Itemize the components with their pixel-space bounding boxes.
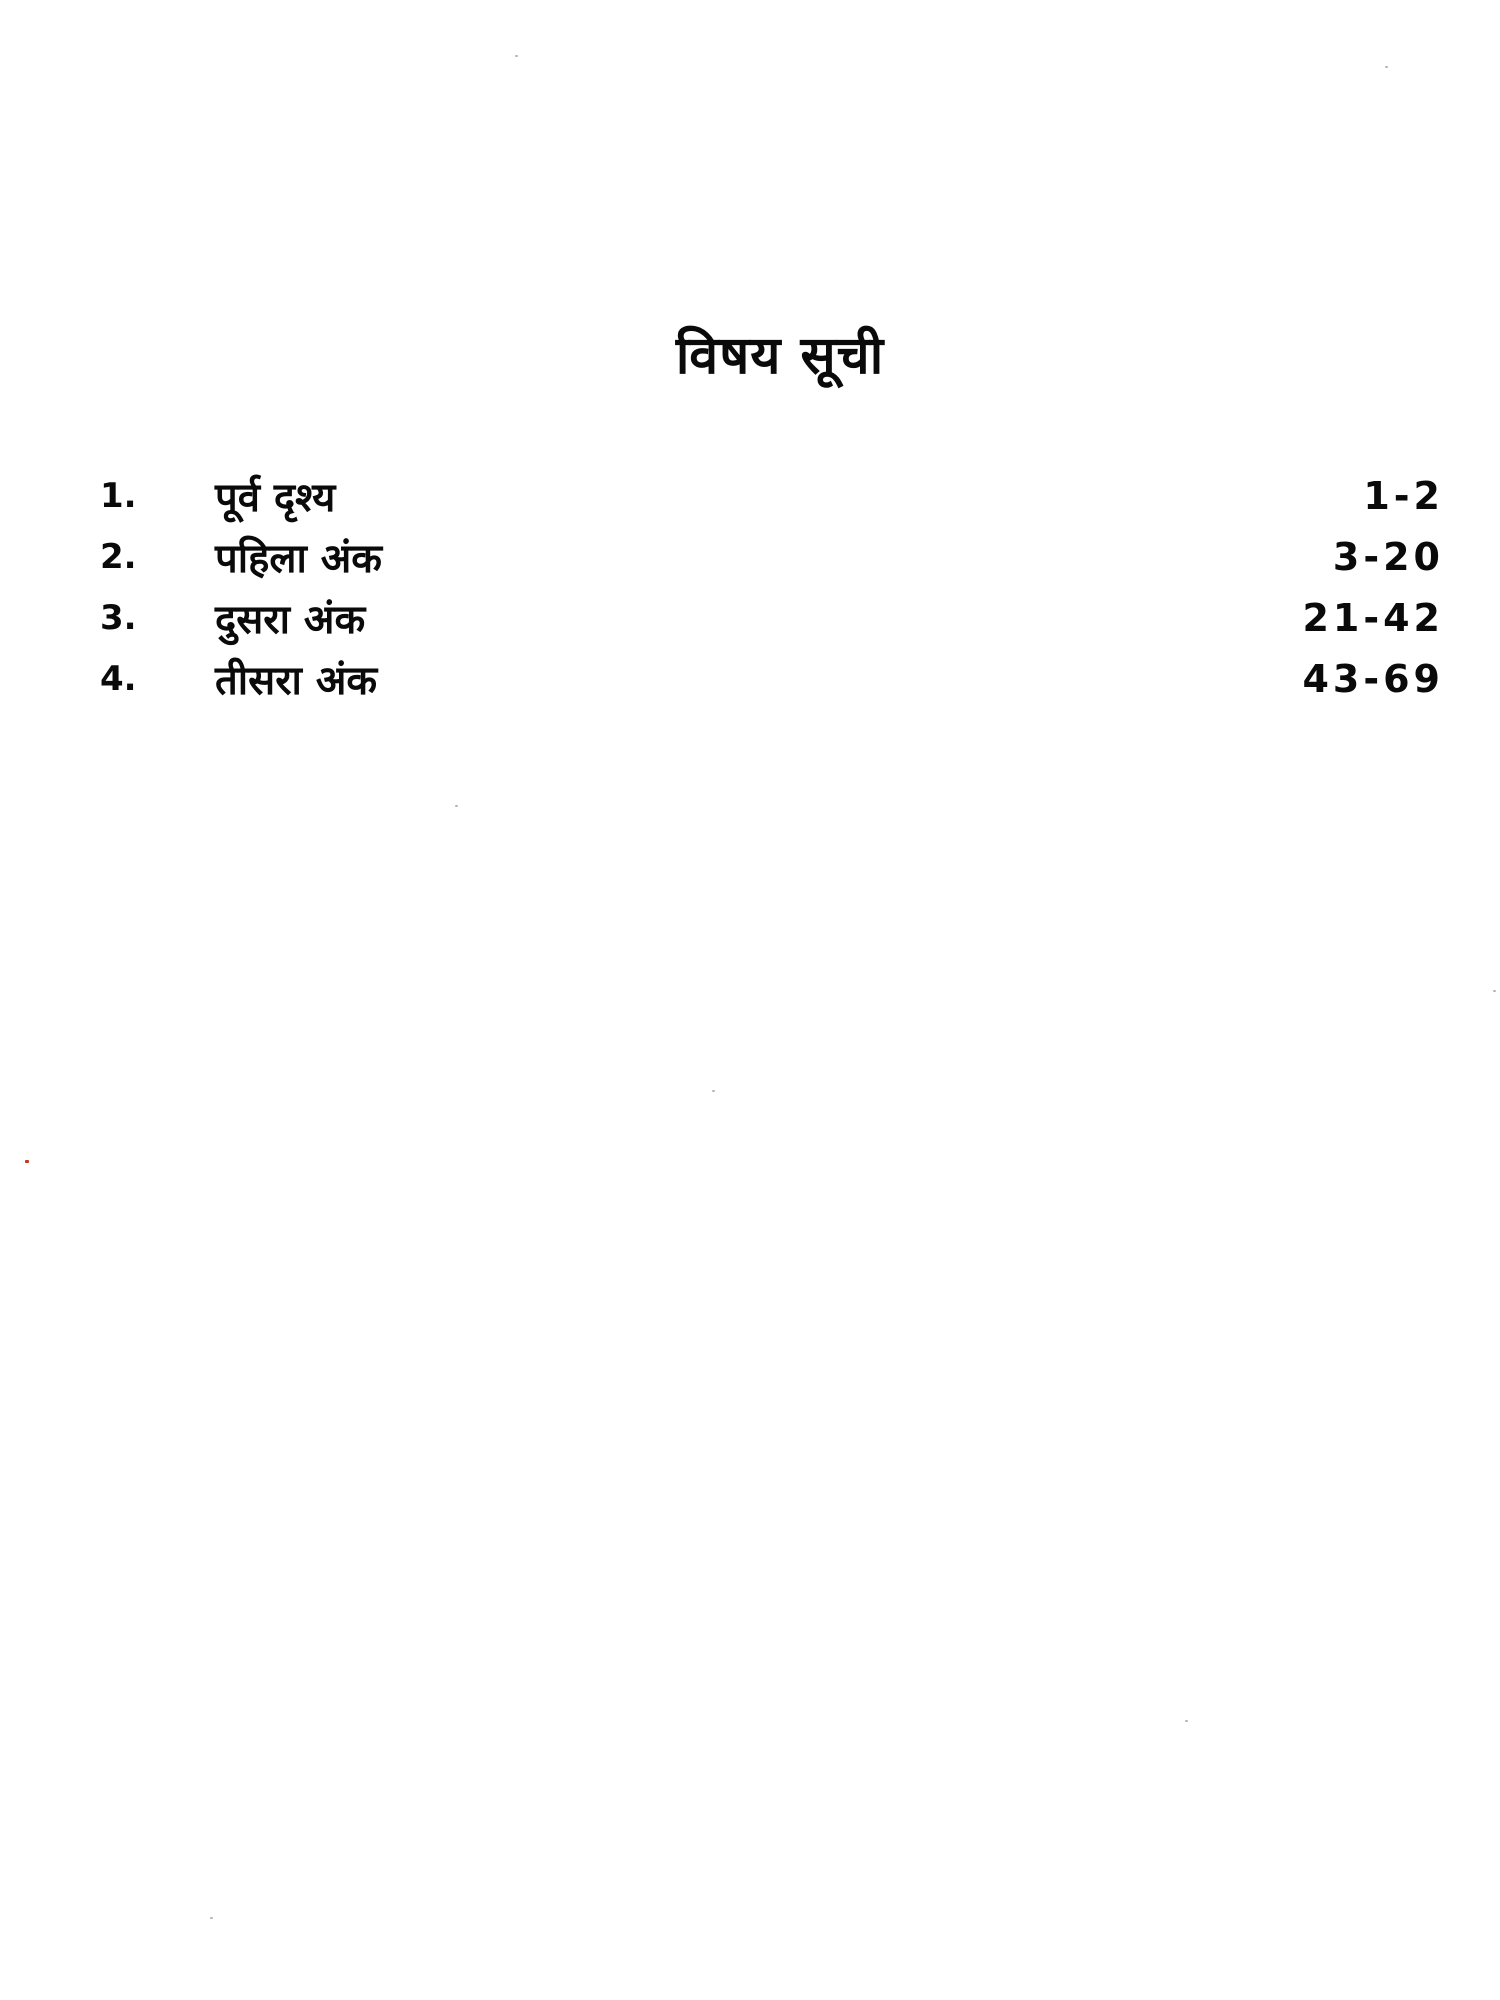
toc-entry-number: 4. [100, 658, 137, 699]
toc-entry [100, 648, 1444, 709]
toc-entry [100, 526, 1444, 587]
toc-entry-pages: 1-2 [1363, 473, 1444, 518]
scan-speck [1385, 66, 1388, 68]
toc-entry-label: तीसरा अंक [215, 658, 378, 704]
toc-entry [100, 587, 1444, 648]
toc-title: विषय सूची [675, 326, 885, 386]
toc-entry [100, 465, 1444, 526]
toc-entry-pages: 3-20 [1332, 534, 1444, 579]
scan-speck [25, 1160, 29, 1163]
toc-entry-label: दुसरा अंक [215, 597, 366, 643]
toc-entry-pages: 43-69 [1302, 656, 1444, 701]
scan-speck [210, 1917, 213, 1919]
scan-speck [712, 1090, 715, 1092]
scan-speck [1185, 1720, 1188, 1722]
scan-speck [455, 805, 458, 807]
toc-entry-number: 3. [100, 597, 137, 638]
toc-entry-number: 1. [100, 475, 137, 516]
scan-speck [1493, 990, 1496, 992]
scan-speck [515, 55, 518, 57]
toc-entry-number: 2. [100, 536, 137, 577]
toc-entry-label: पूर्व दृश्य [215, 475, 336, 521]
toc-entry-label: पहिला अंक [215, 536, 383, 582]
toc-entry-pages: 21-42 [1302, 595, 1444, 640]
toc-list [100, 465, 1444, 709]
